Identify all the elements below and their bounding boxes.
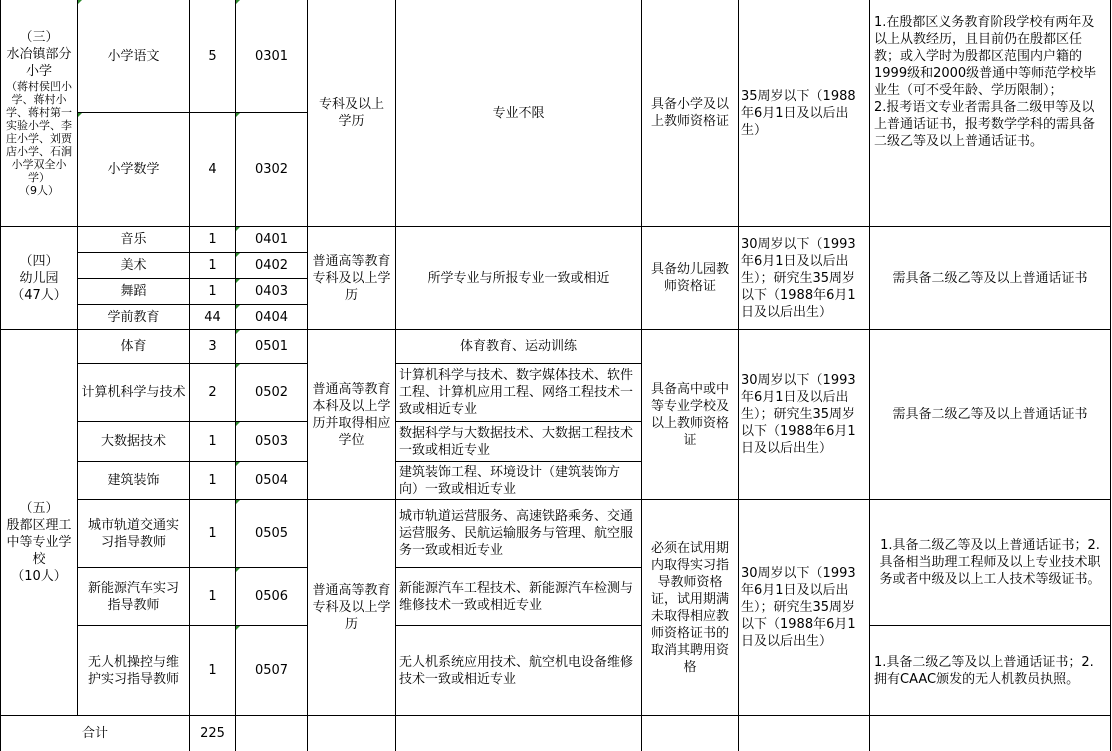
s5-code-5: 0505 xyxy=(236,500,308,568)
s5-education-b: 普通高等教育专科及以上学历 xyxy=(308,500,396,716)
s5-education-a: 普通高等教育本科及以上学历并取得相应学位 xyxy=(308,330,396,500)
s3-num-1: 5 xyxy=(190,0,236,113)
s5-num-7: 1 xyxy=(190,626,236,716)
section-5-unit xyxy=(0,330,78,716)
s5-subject-7: 无人机操控与维护实习指导教师 xyxy=(78,626,190,716)
s5-num-4: 1 xyxy=(190,462,236,500)
section-3-count: （9人） xyxy=(19,184,59,197)
s5-subject-3: 大数据技术 xyxy=(78,422,190,462)
s4-code-1: 0401 xyxy=(236,227,308,253)
s5-code-3: 0503 xyxy=(236,422,308,462)
total-label: 合计 xyxy=(0,716,190,751)
s4-subject-2: 美术 xyxy=(78,253,190,279)
s3-subject-1: 小学语文 xyxy=(78,0,190,113)
s5-code-4: 0504 xyxy=(236,462,308,500)
s5-qualification-a: 具备高中或中等专业学校及以上教师资格证 xyxy=(642,330,739,500)
total-num: 225 xyxy=(190,716,236,751)
s5-qualification-b: 必须在试用期内取得实习指导教师资格证，试用期满未取得相应教师资格证书的取消其聘用资格 xyxy=(642,500,739,716)
s5-code-1: 0501 xyxy=(236,330,308,364)
section-5-title-1: （五） xyxy=(19,501,59,516)
s5-major-7: 无人机系统应用技术、航空机电设备维修技术一致或相近专业 xyxy=(396,626,642,716)
s5-subject-4: 建筑装饰 xyxy=(78,462,190,500)
total-empty-1 xyxy=(236,716,308,751)
section-3-title-2: 水冶镇部分小学 xyxy=(6,47,72,79)
s5-major-4: 建筑装饰工程、环境设计（建筑装饰方向）一致或相近专业 xyxy=(396,462,642,500)
s5-subject-1: 体育 xyxy=(78,330,190,364)
s5-other-c: 1.具备二级乙等及以上普通话证书；2.拥有CAAC颁发的无人机教员执照。 xyxy=(870,626,1111,716)
s5-major-6: 新能源汽车工程技术、新能源汽车检测与维修技术一致或相近专业 xyxy=(396,568,642,626)
s5-num-5: 1 xyxy=(190,500,236,568)
s4-num-2: 1 xyxy=(190,253,236,279)
s5-subject-5: 城市轨道交通实习指导教师 xyxy=(78,500,190,568)
s5-major-5: 城市轨道运营服务、高速铁路乘务、交通运营服务、民航运输服务与管理、航空服务一致或相近专业 xyxy=(396,500,642,568)
s5-major-3: 数据科学与大数据技术、大数据工程技术一致或相近专业 xyxy=(396,422,642,462)
s3-other: 1.在殷都区义务教育阶段学校有两年及以上从教经历，且目前仍在殷都区任教；或入学时为殷都区范围内户籍的1999级和2000级普通中等师范学校毕业生（可不受年龄、学历限制）； 2.报考语文专业者需具备二级甲等及以上普通话证书，报考数学学科的需具备二级乙等及以上普通话证书。 xyxy=(870,0,1111,227)
s5-code-2: 0502 xyxy=(236,364,308,422)
section-3-unit xyxy=(0,0,78,227)
s3-qualification: 具备小学及以上教师资格证 xyxy=(642,0,739,227)
s4-num-4: 44 xyxy=(190,305,236,330)
s3-age: 35周岁以下（1988年6月1日及以后出生） xyxy=(739,0,870,227)
total-empty-3 xyxy=(396,716,642,751)
s5-major-1: 体育教育、运动训练 xyxy=(396,330,642,364)
s5-subject-6: 新能源汽车实习指导教师 xyxy=(78,568,190,626)
s5-major-2: 计算机科学与技术、数字媒体技术、软件工程、计算机应用工程、网络工程技术一致或相近专业 xyxy=(396,364,642,422)
s4-age: 30周岁以下（1993年6月1日及以后出生）；研究生35周岁以下（1988年6月1日及以后出生） xyxy=(739,227,870,330)
section-4-count: （47人） xyxy=(11,287,67,303)
s3-num-2: 4 xyxy=(190,113,236,227)
s4-major: 所学专业与所报专业一致或相近 xyxy=(396,227,642,330)
s5-age-a: 30周岁以下（1993年6月1日及以后出生）；研究生35周岁以下（1988年6月1日及以后出生） xyxy=(739,330,870,500)
section-5-title-2: 殷都区理工中等专业学校 xyxy=(6,518,72,567)
section-5-count: （10人） xyxy=(11,569,67,584)
s5-subject-2: 计算机科学与技术 xyxy=(78,364,190,422)
s5-other-b: 1.具备二级乙等及以上普通话证书；2.具备相当助理工程师及以上专业技术职务或者中级及以上工人技术等级证书。 xyxy=(870,500,1111,626)
s5-num-1: 3 xyxy=(190,330,236,364)
s5-age-b: 30周岁以下（1993年6月1日及以后出生）；研究生35周岁以下（1988年6月1日及以后出生） xyxy=(739,500,870,716)
total-empty-2 xyxy=(308,716,396,751)
s4-num-1: 1 xyxy=(190,227,236,253)
s3-code-2: 0302 xyxy=(236,113,308,227)
s4-subject-4: 学前教育 xyxy=(78,305,190,330)
s5-other-a: 需具备二级乙等及以上普通话证书 xyxy=(870,330,1111,500)
s3-major: 专业不限 xyxy=(396,0,642,227)
s4-subject-3: 舞蹈 xyxy=(78,279,190,305)
s4-education: 普通高等教育专科及以上学历 xyxy=(308,227,396,330)
s4-code-2: 0402 xyxy=(236,253,308,279)
s5-num-2: 2 xyxy=(190,364,236,422)
section-3-schools: （蒋村侯凹小学、蒋村小学、蒋村第一实验小学、李庄小学、刘贾店小学、石涧小学双全小学） xyxy=(6,80,72,184)
s5-code-6: 0506 xyxy=(236,568,308,626)
section-4-title-2: 幼儿园 xyxy=(19,270,59,286)
s4-qualification: 具备幼儿园教师资格证 xyxy=(642,227,739,330)
section-4-unit xyxy=(0,227,78,330)
total-empty-4 xyxy=(642,716,739,751)
s5-num-6: 1 xyxy=(190,568,236,626)
s4-code-4: 0404 xyxy=(236,305,308,330)
s3-education: 专科及以上学历 xyxy=(308,0,396,227)
s4-other: 需具备二级乙等及以上普通话证书 xyxy=(870,227,1111,330)
s5-code-7: 0507 xyxy=(236,626,308,716)
section-3-title-1: （三） xyxy=(19,30,59,45)
s3-subject-2: 小学数学 xyxy=(78,113,190,227)
section-4-title-1: （四） xyxy=(19,253,59,269)
s3-code-1: 0301 xyxy=(236,0,308,113)
s4-num-3: 1 xyxy=(190,279,236,305)
total-empty-5 xyxy=(739,716,870,751)
s4-code-3: 0403 xyxy=(236,279,308,305)
s4-subject-1: 音乐 xyxy=(78,227,190,253)
s5-num-3: 1 xyxy=(190,422,236,462)
total-empty-6 xyxy=(870,716,1111,751)
